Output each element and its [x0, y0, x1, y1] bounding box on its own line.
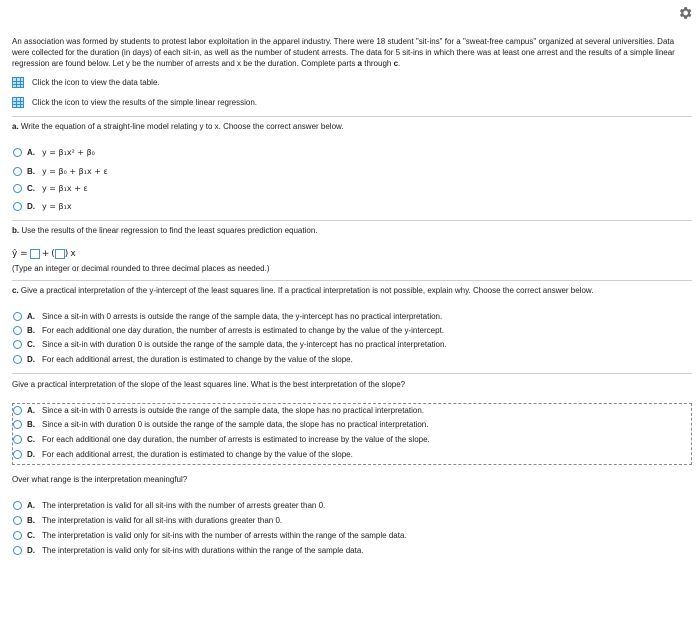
- input-hint: (Type an integer or decimal rounded to three decimal places as needed.): [12, 264, 270, 273]
- slope-input[interactable]: [55, 249, 65, 259]
- divider: [12, 373, 692, 374]
- divider: [12, 116, 692, 117]
- table-icon[interactable]: [12, 77, 24, 88]
- slope-option-a[interactable]: A. Since a sit-in with 0 arrests is outside the range of the sample data, the slope has no practical interpretation.: [13, 406, 424, 415]
- radio-button[interactable]: [13, 184, 22, 193]
- radio-button[interactable]: [13, 516, 22, 525]
- radio-button[interactable]: [13, 167, 22, 176]
- radio-button[interactable]: [13, 501, 22, 510]
- prediction-equation: ŷ = + ( ) x: [12, 249, 76, 259]
- divider: [12, 220, 692, 221]
- radio-button[interactable]: [13, 355, 22, 364]
- part-a-option-c[interactable]: C. y = β₁x + ε: [13, 184, 88, 193]
- radio-button[interactable]: [13, 420, 22, 429]
- slope-option-c[interactable]: C. For each additional one day duration, the number of arrests is estimated to increase by the value of the slope.: [13, 435, 430, 444]
- radio-button[interactable]: [13, 326, 22, 335]
- radio-button[interactable]: [13, 340, 22, 349]
- problem-statement: An association was formed by students to protest labor exploitation in the apparel industry. There were 18 student "sit-ins" for a "sweat-free campus" organized at several universities. Data were collected for the duration (in days) of each sit-in, as well as the number of student arrests. The data for 5 sit-ins in which there was at least one arrest and the results of a simple linear regression are found below. Let y be the number of arrests and x be the duration. Complete parts a through c.: [12, 37, 675, 68]
- slope-option-b[interactable]: B. Since a sit-in with duration 0 is outside the range of the sample data, the slope has no practical interpretation.: [13, 420, 428, 429]
- range-option-c[interactable]: C. The interpretation is valid only for sit-ins with the number of arrests within the range of the sample data.: [13, 531, 407, 540]
- radio-button[interactable]: [13, 202, 22, 211]
- divider: [12, 280, 692, 281]
- radio-button[interactable]: [13, 531, 22, 540]
- view-regression-results-link[interactable]: Click the icon to view the results of the simple linear regression.: [12, 96, 257, 108]
- range-option-a[interactable]: A. The interpretation is valid for all sit-ins with the number of arrests greater than 0.: [13, 501, 325, 510]
- part-c-option-b[interactable]: B. For each additional one day duration, the number of arrests is estimated to change by the value of the y-intercept.: [13, 326, 444, 335]
- radio-button[interactable]: [13, 406, 22, 415]
- part-a-option-b[interactable]: B. y = β₀ + β₁x + ε: [13, 167, 108, 176]
- part-c-question: c. Give a practical interpretation of the y-intercept of the least squares line. If a practical interpretation is not possible, explain why. Choose the correct answer below.: [12, 286, 594, 295]
- view-data-table-link[interactable]: Click the icon to view the data table.: [12, 76, 160, 88]
- part-b-question: b. Use the results of the linear regression to find the least squares prediction equation.: [12, 226, 318, 235]
- part-a-question: a. Write the equation of a straight-line model relating y to x. Choose the correct answer below.: [12, 122, 344, 131]
- intercept-input[interactable]: [30, 249, 40, 259]
- radio-button[interactable]: [13, 312, 22, 321]
- slope-option-d[interactable]: D. For each additional arrest, the duration is estimated to change by the value of the slope.: [13, 450, 353, 459]
- range-option-b[interactable]: B. The interpretation is valid for all sit-ins with durations greater than 0.: [13, 516, 282, 525]
- radio-button[interactable]: [13, 435, 22, 444]
- part-c-option-a[interactable]: A. Since a sit-in with 0 arrests is outside the range of the sample data, the y-intercept has no practical interpretation.: [13, 312, 442, 321]
- slope-question: Give a practical interpretation of the slope of the least squares line. What is the best interpretation of the slope?: [12, 380, 406, 389]
- range-question: Over what range is the interpretation meaningful?: [12, 475, 188, 484]
- range-option-d[interactable]: D. The interpretation is valid only for sit-ins with durations within the range of the sample data.: [13, 546, 364, 555]
- radio-button[interactable]: [13, 546, 22, 555]
- part-a-option-d[interactable]: D. y = β₁x: [13, 202, 72, 211]
- table-icon[interactable]: [12, 97, 24, 108]
- part-c-option-d[interactable]: D. For each additional arrest, the duration is estimated to change by the value of the slope.: [13, 355, 353, 364]
- gear-icon[interactable]: [677, 5, 693, 21]
- radio-button[interactable]: [13, 450, 22, 459]
- radio-button[interactable]: [13, 148, 22, 157]
- part-a-option-a[interactable]: A. y = β₁x² + β₀: [13, 148, 95, 157]
- part-c-option-c[interactable]: C. Since a sit-in with duration 0 is outside the range of the sample data, the y-intercept has no practical interpretation.: [13, 340, 447, 349]
